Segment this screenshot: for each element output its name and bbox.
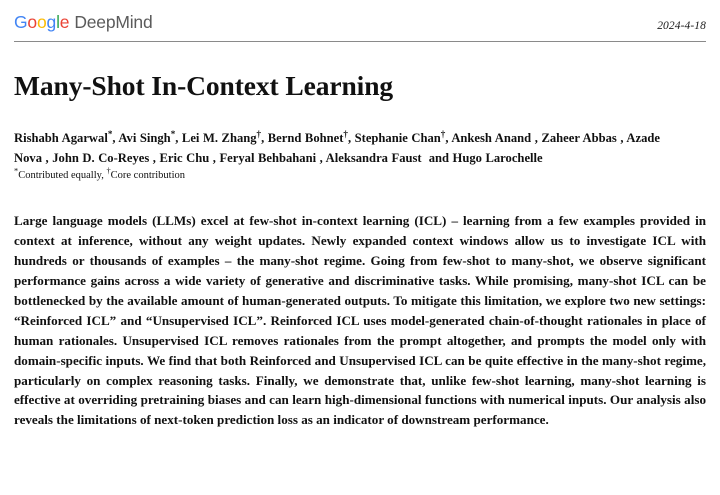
affiliation-marker-dagger: † <box>256 129 262 140</box>
logo-letter-o1: o <box>27 12 37 32</box>
author-name: Ankesh Anand <box>451 131 532 146</box>
affiliation-marker-star: * <box>107 129 113 140</box>
author-name: Hugo Larochelle <box>452 150 543 165</box>
affiliation-marker-dagger: † <box>440 129 446 140</box>
logo-letter-g2: g <box>46 12 57 32</box>
author-name: Eric Chu <box>159 150 210 165</box>
logo-letter-g: G <box>14 12 28 32</box>
author-name: Aleksandra Faust <box>325 150 422 165</box>
author-name: Feryal Behbahani <box>219 150 317 165</box>
logo-deepmind-wordmark: DeepMind <box>74 12 153 32</box>
page-header <box>14 0 706 42</box>
footnote-marker-dagger: † <box>106 166 111 176</box>
author-name: Stephanie Chan <box>354 131 441 146</box>
logo-letter-o2: o <box>36 12 47 32</box>
author-name: Bernd Bohnet <box>267 131 344 146</box>
footnote-text-dagger: Core contribution <box>110 170 186 182</box>
footnote-text-star: Contributed equally, <box>18 170 104 182</box>
header-divider <box>14 41 706 42</box>
logo-letter-e: e <box>59 12 70 32</box>
publication-date: 2024-4-18 <box>657 20 706 32</box>
author-name: Avi Singh <box>118 131 171 146</box>
author-name: John D. Co-Reyes <box>52 150 150 165</box>
abstract-text: Large language models (LLMs) excel at few-shot in-context learning (ICL) – learning from a few examples provided in context at inference, without any weight updates. Newly expanded context windows allow us to investigate ICL with hundreds or thousands of examples – the many-shot regime. Going from few-shot to many-shot, we observe significant performance gains across a wide variety of generative and discriminative tasks. While promising, many-shot ICL can be bottlenecked by the available amount of human-generated outputs. To mitigate this limitation, we explore two new settings: “Reinforced ICL” and “Unsupervised ICL”. Reinforced ICL uses model-generated chain-of-thought rationales in place of human rationales. Unsupervised ICL removes rationales from the prompt altogether, and prompts the model only with domain-specific inputs. We find that both Reinforced and Unsupervised ICL can be quite effective in the many-shot regime, particularly on complex reasoning tasks. Finally, we demonstrate that, unlike few-shot learning, many-shot learning is effective at overriding pretraining biases and can learn high-dimensional functions with numerical inputs. Our analysis also reveals the limitations of next-token prediction loss as an indicator of downstream performance. <box>14 213 706 428</box>
page-title: Many-Shot In-Context Learning <box>14 70 394 101</box>
author-name: Zaheer Abbas <box>541 131 617 146</box>
affiliation-marker-dagger: † <box>343 129 348 140</box>
affiliation-marker-star: * <box>170 129 176 140</box>
author-name: Azade Nova <box>14 131 660 165</box>
author-name: Rishabh Agarwal <box>14 131 108 146</box>
footnote-marker-star: * <box>14 166 19 176</box>
author-list: Rishabh Agarwal*, Avi Singh*, Lei M. Zhang†, Bernd Bohnet†, Stephanie Chan†, Ankesh Anand , Zaheer Abbas , Azade Nova , John D. Co-Reyes , Eric Chu , Feryal Behbahani , Aleksandra Faust and Hugo Larochelle <box>14 129 660 165</box>
logo-letter-l: l <box>56 12 60 32</box>
google-deepmind-logo <box>14 14 152 32</box>
author-name: Lei M. Zhang <box>181 131 257 146</box>
contribution-footnote <box>14 166 706 183</box>
